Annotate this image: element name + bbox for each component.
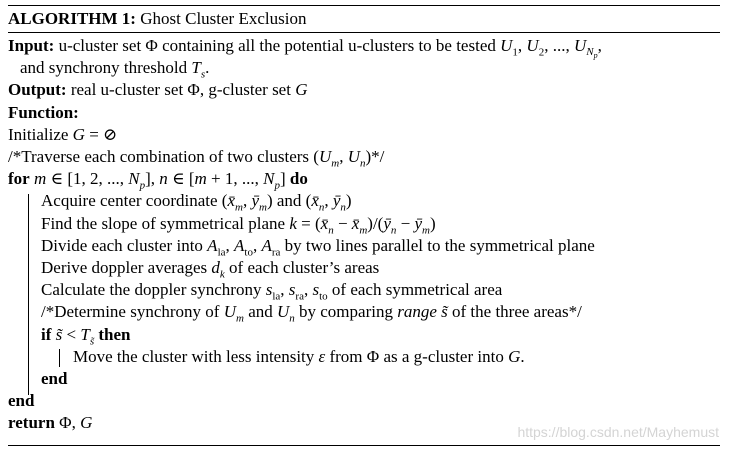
subscript: la: [217, 246, 226, 259]
text-segment: = ⊘: [84, 124, 118, 144]
algorithm-label: ALGORITHM 1:: [8, 9, 136, 28]
algo-line-if-body: [73, 347, 525, 367]
text-segment: s̃: [55, 324, 63, 344]
text-segment: U: [573, 36, 587, 55]
text-segment: A: [207, 235, 218, 255]
text-segment: ,: [597, 36, 602, 55]
text-segment: Initialize: [8, 124, 73, 144]
text-segment: /*Determine synchrony of: [41, 302, 224, 322]
text-segment: d: [211, 258, 220, 277]
subscript: s̃: [89, 334, 95, 347]
text-segment: A: [261, 235, 272, 255]
subscript: n: [340, 201, 346, 214]
text-segment: s: [288, 280, 296, 300]
subscript: p: [274, 179, 280, 192]
text-segment: ): [429, 213, 436, 233]
text-segment: ȳ: [251, 191, 259, 211]
subscript: m: [235, 312, 244, 325]
text-segment: x̄: [311, 191, 319, 211]
algorithm-box: [8, 0, 720, 454]
text-segment: n: [159, 169, 168, 189]
text-segment: s: [312, 280, 320, 300]
subscript: la: [272, 290, 281, 303]
text-segment: Derive doppler averages: [41, 258, 212, 277]
text-segment: T: [80, 324, 90, 344]
algo-line-output: [8, 80, 307, 100]
text-segment: .: [205, 58, 210, 78]
text-segment: −: [396, 213, 415, 233]
text-segment: from Φ as a g-cluster into: [325, 346, 509, 366]
subscript: m: [234, 201, 243, 214]
text-segment: G: [295, 80, 308, 100]
watermark: https://blog.csdn.net/Mayhemust: [517, 424, 719, 440]
subscript: n: [359, 157, 366, 170]
subscript: to: [319, 290, 328, 303]
subscript-nested: p: [593, 51, 598, 61]
text-segment: u-cluster set Φ containing all the potential u-clusters to be tested: [54, 36, 501, 55]
algo-line-if: [41, 325, 130, 345]
algo-line-init: [8, 125, 117, 145]
text-segment: G: [508, 346, 521, 366]
algo-line-body-3: [41, 235, 595, 259]
text-segment: Acquire center coordinate (: [41, 191, 228, 211]
text-segment: G: [72, 124, 85, 144]
text-segment: A: [234, 235, 245, 255]
text-segment: ∈ [1, 2, ...,: [46, 169, 129, 189]
subscript: p: [139, 179, 146, 192]
text-segment: x̄: [227, 191, 235, 211]
text-segment: and: [243, 302, 277, 322]
text-segment: U: [500, 36, 513, 55]
text-segment: s: [265, 280, 273, 300]
keyword: do: [289, 169, 308, 189]
subscript: m: [359, 223, 368, 236]
text-segment: of each symmetrical area: [327, 280, 503, 300]
keyword: Function:: [8, 102, 79, 122]
algo-line-end-for: [8, 391, 34, 411]
text-segment: Find the slope of symmetrical plane: [41, 213, 290, 233]
text-segment: of the three areas*/: [447, 302, 582, 322]
text-segment: = (: [296, 213, 321, 233]
text-segment: range: [397, 302, 437, 322]
subscript: n: [289, 312, 295, 325]
algo-line-comment-1: [8, 147, 385, 170]
algo-line-return: [8, 413, 92, 433]
text-segment: ε: [318, 346, 326, 366]
algo-line-body-1: [41, 191, 352, 214]
text-segment: ,: [242, 191, 252, 211]
text-segment: x̄: [351, 213, 360, 233]
subscript: m: [258, 201, 267, 214]
keyword: return: [8, 413, 55, 433]
subscript: 1: [512, 46, 518, 59]
text-segment: ,: [280, 280, 289, 300]
text-segment: ,: [324, 191, 333, 211]
text-segment: N: [128, 169, 140, 189]
subscript: s: [200, 68, 206, 81]
text-segment: k: [289, 213, 297, 233]
header-rule: [8, 32, 720, 33]
keyword: for: [8, 169, 30, 189]
text-segment: ,: [225, 235, 235, 255]
for-block-bar: [28, 194, 29, 395]
text-segment: ȳ: [332, 191, 341, 211]
text-segment: Calculate the doppler synchrony: [41, 280, 266, 300]
text-segment: x̄: [320, 213, 329, 233]
text-segment: <: [62, 324, 81, 344]
subscript: to: [244, 246, 253, 259]
algo-line-body-2: [41, 214, 436, 234]
bottom-rule: [8, 445, 720, 446]
text-segment: Move the cluster with less intensity: [73, 346, 319, 366]
keyword: end: [41, 369, 68, 388]
subscript: ra: [295, 290, 304, 303]
algo-line-body-6: [41, 302, 582, 325]
text-segment: ],: [145, 169, 160, 189]
text-segment: ,: [303, 280, 313, 300]
subscript: n: [318, 201, 325, 214]
text-segment: + 1, ...,: [206, 169, 264, 189]
subscript: n: [390, 223, 397, 236]
text-segment: T: [191, 58, 201, 78]
text-segment: s̃: [441, 302, 448, 322]
text-segment: ,: [517, 36, 527, 55]
text-segment: )*/: [365, 147, 385, 166]
top-rule: [8, 5, 720, 6]
text-segment: m: [194, 169, 207, 189]
keyword: Output:: [8, 80, 67, 100]
text-segment: .: [520, 346, 525, 366]
text-segment: ) and (: [266, 191, 312, 211]
algo-line-body-5: [41, 280, 503, 303]
text-segment: ): [345, 191, 352, 211]
text-segment: , ...,: [544, 36, 574, 55]
text-segment: real u-cluster set Φ, g-cluster set: [66, 80, 296, 100]
text-segment: U: [276, 302, 290, 322]
text-segment: G: [80, 413, 93, 433]
text-segment: Divide each cluster into: [41, 235, 208, 255]
text-segment: N: [263, 169, 275, 189]
subscript: k: [219, 268, 225, 281]
keyword: if: [41, 324, 52, 344]
algo-line-input-1: [8, 36, 602, 61]
text-segment: U: [526, 36, 539, 55]
text-segment: U: [223, 302, 236, 322]
text-segment: and synchrony threshold: [20, 58, 192, 78]
keyword: Input:: [8, 36, 55, 55]
algo-line-body-4: [41, 258, 380, 281]
text-segment: of each cluster’s areas: [224, 258, 380, 277]
if-block-bar: [59, 349, 60, 367]
keyword: end: [8, 391, 35, 411]
text-segment: U: [347, 147, 360, 166]
text-segment: ]: [279, 169, 290, 189]
text-segment: U: [318, 147, 332, 166]
algo-line-for: [8, 169, 308, 192]
algo-line-input-2: [20, 58, 210, 81]
text-segment: ,: [339, 147, 348, 166]
text-segment: )/(: [367, 213, 384, 233]
subscript: 2: [538, 46, 545, 59]
text-segment: ,: [252, 235, 262, 255]
subscript: m: [331, 157, 340, 170]
subscript: ra: [271, 246, 281, 259]
text-segment: m: [33, 169, 47, 189]
text-segment: by two lines parallel to the symmetrical plane: [280, 235, 595, 255]
text-segment: /*Traverse each combination of two clusters (: [8, 147, 319, 166]
text-segment: ∈ [: [167, 169, 195, 189]
text-segment: −: [333, 213, 352, 233]
algorithm-title: Ghost Cluster Exclusion: [140, 9, 307, 28]
text-segment: ȳ: [414, 213, 423, 233]
text-segment: ȳ: [383, 213, 391, 233]
algorithm-heading: [8, 9, 306, 29]
subscript: Np: [586, 46, 598, 61]
subscript: m: [422, 223, 430, 236]
keyword: then: [98, 324, 131, 344]
text-segment: Φ,: [54, 413, 81, 433]
algo-line-end-if: [41, 369, 67, 389]
text-segment: by comparing: [294, 302, 398, 322]
algo-line-function: [8, 103, 79, 123]
subscript: n: [328, 223, 334, 236]
